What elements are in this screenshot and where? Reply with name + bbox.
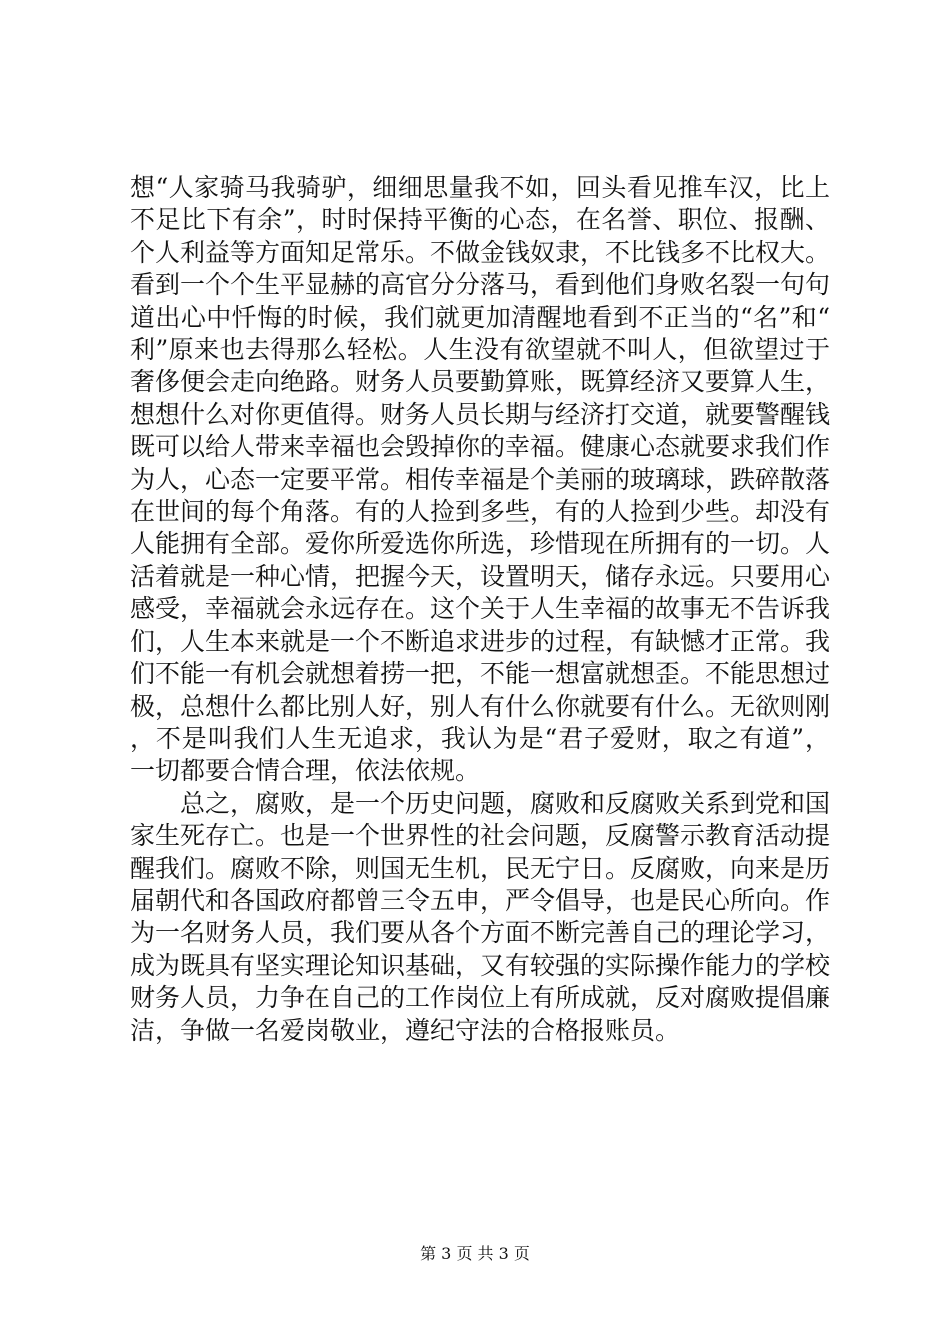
document-body [130, 172, 830, 1047]
page-footer: 第 3 页 共 3 页 [420, 1244, 530, 1263]
paragraph-conclusion: 总之，腐败，是一个历史问题，腐败和反腐败关系到党和国家生死存亡。也是一个世界性的社会问题，反腐警示教育活动提醒我们。腐败不除，则国无生机，民无宁日。反腐败，向来是历届朝代和各国政府都曾三令五申，严令倡导，也是民心所向。作为一名财务人员，我们要从各个方面不断完善自己的理论学习，成为既具有坚实理论知识基础，又有较强的实际操作能力的学校财务人员，力争在自己的工作岗位上有所成就，反对腐败提倡廉洁，争做一名爱岗敬业，遵纪守法的合格报账员。 [130, 788, 831, 1045]
paragraph-continued: 想“人家骑马我骑驴，细细思量我不如，回头看见推车汉，比上不足比下有余”，时时保持平衡的心态，在名誉、职位、报酬、个人利益等方面知足常乐。不做金钱奴隶，不比钱多不比权大。看到一个个生平显赫的高官分分落马，看到他们身败名裂一句句道出心中忏悔的时候，我们就更加清醒地看到不正当的“名”和“利”原来也去得那么轻松。人生没有欲望就不叫人，但欲望过于奢侈便会走向绝路。财务人员要勤算账，既算经济又要算人生，想想什么对你更值得。财务人员长期与经济打交道，就要警醒钱既可以给人带来幸福也会毁掉你的幸福。健康心态就要求我们作为人，心态一定要平常。相传幸福是个美丽的玻璃球，跌碎散落在世间的每个角落。有的人捡到多些，有的人捡到少些。却没有人能拥有全部。爱你所爱选你所选，珍惜现在所拥有的一切。人活着就是一种心情，把握今天，设置明天，储存永远。只要用心感受，幸福就会永远存在。这个关于人生幸福的故事无不告诉我们，人生本来就是一个不断追求进步的过程，有缺憾才正常。我们不能一有机会就想着捞一把，不能一想富就想歪。不能思想过极，总想什么都比别人好，别人有什么你就要有什么。无欲则刚，不是叫我们人生无追求，我认为是“君子爱财，取之有道”，一切都要合情合理，依法依规。 [130, 173, 831, 786]
